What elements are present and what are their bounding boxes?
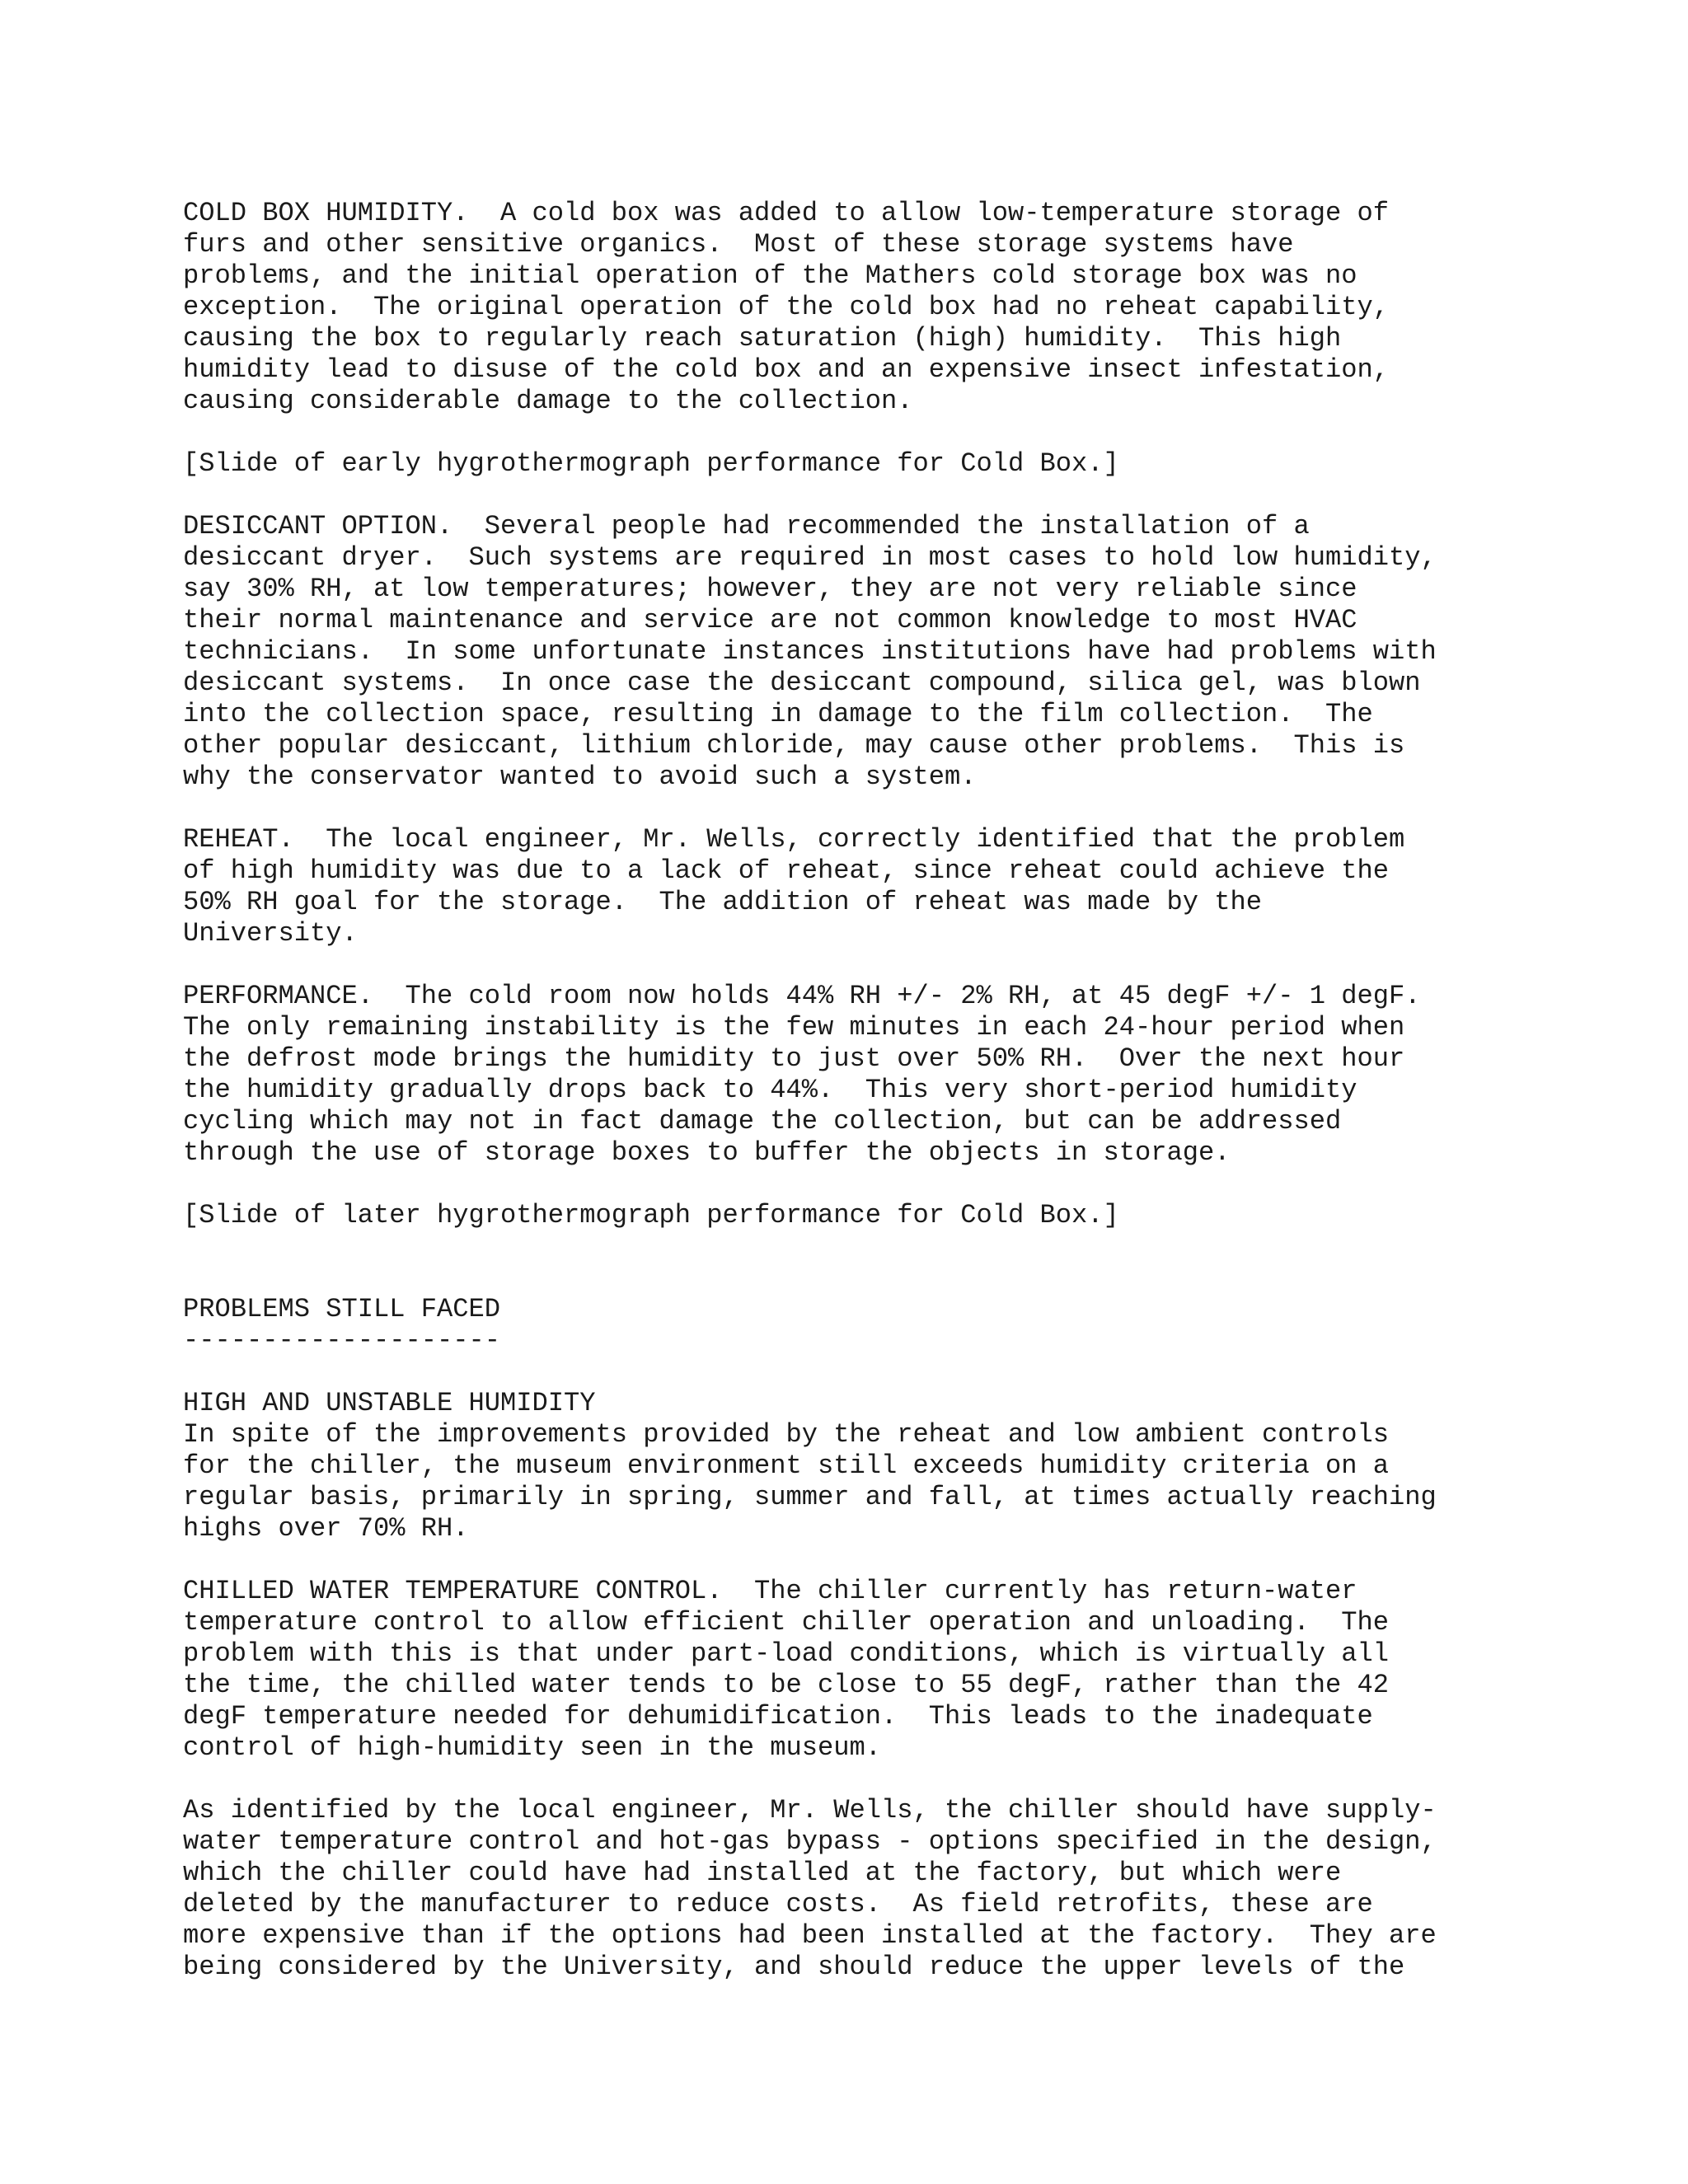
paragraph-gap	[183, 949, 1601, 981]
text-line: The only remaining instability is the few minutes in each 24-hour period when	[183, 1012, 1405, 1043]
text-line: CHILLED WATER TEMPERATURE CONTROL. The chiller currently has return-water	[183, 1576, 1357, 1606]
text-line: into the collection space, resulting in damage to the film collection. The	[183, 699, 1373, 729]
text-line: humidity lead to disuse of the cold box and an expensive insect infestation,	[183, 354, 1390, 385]
text-line: why the conservator wanted to avoid such a system.	[183, 762, 977, 792]
text-line: their normal maintenance and service are not common knowledge to most HVAC	[183, 605, 1357, 635]
text-line: causing the box to regularly reach saturation (high) humidity. This high	[183, 323, 1342, 354]
text-line: University.	[183, 918, 358, 949]
text-line: cycling which may not in fact damage the collection, but can be addressed	[183, 1106, 1342, 1137]
text-line: problem with this is that under part-load conditions, which is virtually all	[183, 1638, 1390, 1669]
text-line: DESICCANT OPTION. Several people had recommended the installation of a	[183, 511, 1310, 541]
paragraph-supply-water	[183, 1795, 1601, 1983]
paragraph-gap	[183, 793, 1601, 824]
paragraph-desiccant-option	[183, 511, 1601, 793]
text-line: say 30% RH, at low temperatures; however, they are not very reliable since	[183, 574, 1357, 604]
text-line: being considered by the University, and should reduce the upper levels of the	[183, 1952, 1405, 1982]
section-heading: PROBLEMS STILL FACED	[183, 1294, 501, 1324]
document-body	[183, 198, 1601, 1983]
text-line: the defrost mode brings the humidity to just over 50% RH. Over the next hour	[183, 1043, 1405, 1074]
paragraph-high-humidity	[183, 1388, 1601, 1544]
text-line: 50% RH goal for the storage. The addition of reheat was made by the	[183, 887, 1263, 917]
text-line: desiccant systems. In once case the desiccant compound, silica gel, was blown	[183, 668, 1421, 698]
text-line: water temperature control and hot-gas bypass - options specified in the design,	[183, 1826, 1437, 1857]
text-line: desiccant dryer. Such systems are required in most cases to hold low humidity,	[183, 542, 1437, 573]
slide-note-early: [Slide of early hygrothermograph performance for Cold Box.]	[183, 448, 1119, 479]
section-heading-underline: --------------------	[183, 1325, 501, 1356]
paragraph-gap	[183, 417, 1601, 448]
text-line: control of high-humidity seen in the museum.	[183, 1732, 882, 1763]
text-line: temperature control to allow efficient chiller operation and unloading. The	[183, 1607, 1390, 1638]
text-line: other popular desiccant, lithium chloride, may cause other problems. This is	[183, 730, 1405, 761]
paragraph-gap	[183, 480, 1601, 511]
text-line: more expensive than if the options had been installed at the factory. They are	[183, 1920, 1437, 1951]
text-line: degF temperature needed for dehumidification. This leads to the inadequate	[183, 1701, 1373, 1732]
paragraph-gap	[183, 1764, 1601, 1795]
slide-note-later: [Slide of later hygrothermograph performance for Cold Box.]	[183, 1200, 1119, 1230]
paragraph-gap	[183, 1544, 1601, 1576]
text-line: REHEAT. The local engineer, Mr. Wells, correctly identified that the problem	[183, 824, 1405, 855]
text-line: for the chiller, the museum environment still exceeds humidity criteria on a	[183, 1451, 1390, 1481]
section-heading-problems	[183, 1294, 1601, 1357]
paragraph-cold-box-humidity	[183, 198, 1601, 417]
paragraph-reheat	[183, 824, 1601, 949]
paragraph-performance	[183, 981, 1601, 1169]
text-line: COLD BOX HUMIDITY. A cold box was added to allow low-temperature storage of	[183, 198, 1390, 228]
text-line: problems, and the initial operation of the Mathers cold storage box was no	[183, 260, 1357, 291]
paragraph-gap	[183, 1169, 1601, 1200]
text-line: through the use of storage boxes to buffer the objects in storage.	[183, 1137, 1231, 1168]
text-line: the time, the chilled water tends to be close to 55 degF, rather than the 42	[183, 1670, 1390, 1700]
text-line: furs and other sensitive organics. Most of these storage systems have	[183, 229, 1294, 260]
text-line: which the chiller could have had installed at the factory, but which were	[183, 1858, 1342, 1888]
section-gap	[183, 1231, 1601, 1294]
paragraph-gap	[183, 1357, 1601, 1388]
text-line: exception. The original operation of the cold box had no reheat capability,	[183, 292, 1390, 322]
text-line: technicians. In some unfortunate instances institutions have had problems with	[183, 636, 1437, 667]
text-line: of high humidity was due to a lack of reheat, since reheat could achieve the	[183, 855, 1390, 886]
subheading: HIGH AND UNSTABLE HUMIDITY	[183, 1388, 596, 1418]
text-line: causing considerable damage to the collection.	[183, 386, 913, 416]
text-line: As identified by the local engineer, Mr. Wells, the chiller should have supply-	[183, 1795, 1437, 1825]
text-line: PERFORMANCE. The cold room now holds 44% RH +/- 2% RH, at 45 degF +/- 1 degF.	[183, 981, 1421, 1011]
text-line: regular basis, primarily in spring, summer and fall, at times actually reaching	[183, 1482, 1437, 1512]
text-line: highs over 70% RH.	[183, 1513, 469, 1544]
text-line: deleted by the manufacturer to reduce costs. As field retrofits, these are	[183, 1889, 1373, 1919]
text-line: In spite of the improvements provided by the reheat and low ambient controls	[183, 1419, 1390, 1450]
paragraph-chilled-water	[183, 1576, 1601, 1764]
text-line: the humidity gradually drops back to 44%. This very short-period humidity	[183, 1075, 1357, 1105]
